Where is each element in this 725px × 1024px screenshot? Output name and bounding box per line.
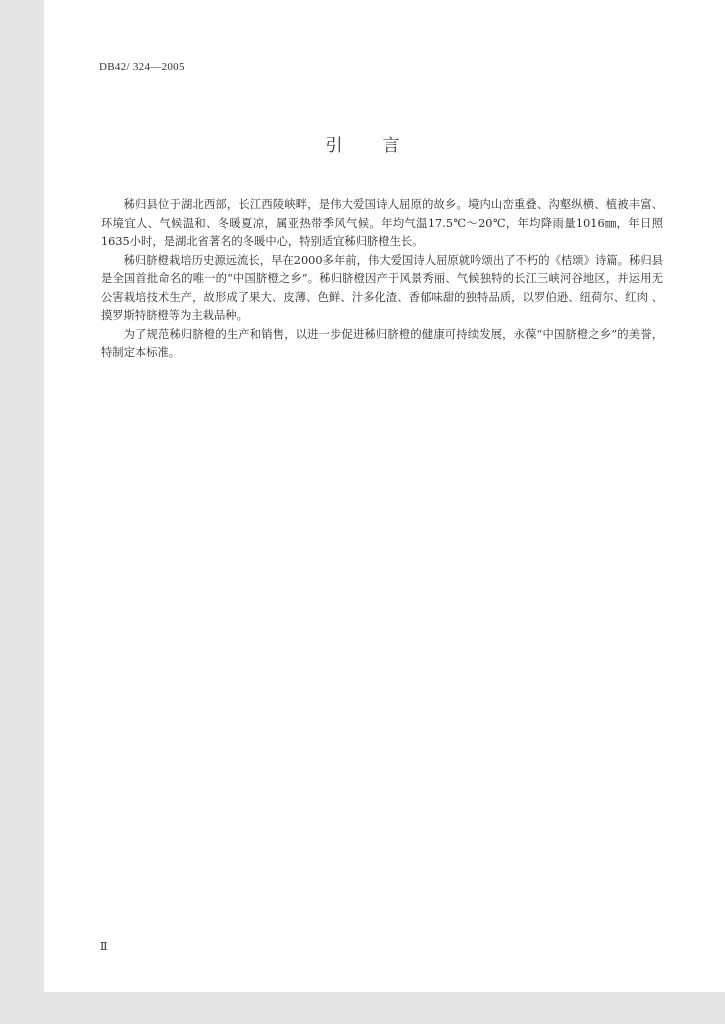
section-title: 引言 [325, 136, 440, 156]
paragraph: 秭归脐橙栽培历史源远流长，早在2000多年前，伟大爱国诗人屈原就吟颂出了不朽的《桔颂》诗篇。秭归县是全国首批命名的唯一的“中国脐橙之乡”。秭归脐橙因产于风景秀丽、气候独特的长江三峡河谷地区，并运用无公害栽培技术生产，故形成了果大、皮薄、色鲜、汁多化渣、香郁味甜的独特品质，以罗伯逊、纽荷尔、红肉 、摸罗斯特脐橙等为主栽品种。 [101, 253, 663, 322]
paragraph: 为了规范秭归脐橙的生产和销售，以进一步促进秭归脐橙的健康可持续发展，永葆“中国脐橙之乡”的美誉，特制定本标准。 [101, 327, 663, 359]
document-code: DB42/ 324—2005 [99, 61, 185, 73]
body-text [101, 196, 663, 363]
page-number: Ⅱ [100, 941, 108, 953]
paragraph: 秭归县位于湖北西部，长江西陵峡畔，是伟大爱国诗人屈原的故乡。境内山峦重叠、沟壑纵横、植被丰富、环境宜人、气候温和、冬暖夏凉，属亚热带季风气候。年均气温17.5℃～20℃，年均降雨量1016㎜，年日照1635小时，是湖北省著名的冬暖中心，特别适宜秭归脐橙生长。 [101, 198, 663, 248]
scan-bottom-margin [0, 992, 725, 1024]
